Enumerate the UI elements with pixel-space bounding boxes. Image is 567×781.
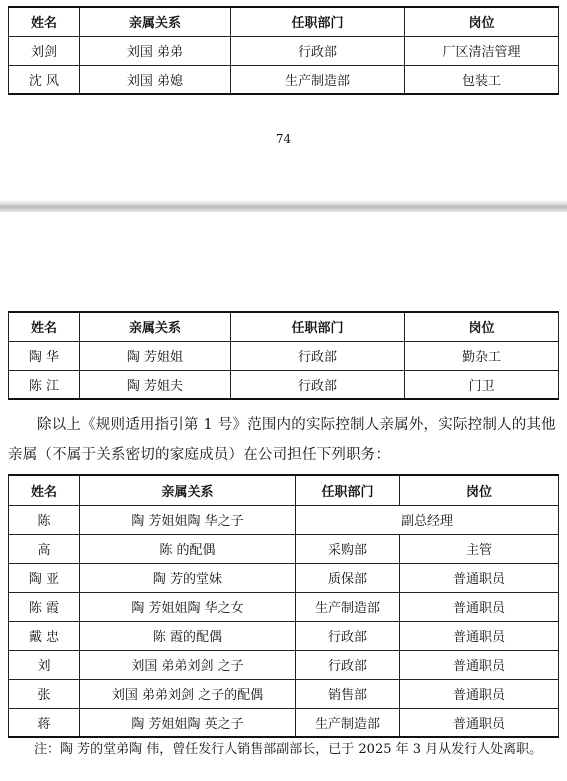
cell-position: 普通职员 <box>400 679 559 708</box>
table-row <box>9 534 559 563</box>
cell-department: 生产制造部 <box>296 708 400 737</box>
cell-position: 门卫 <box>405 370 559 399</box>
cell-department: 质保部 <box>296 563 400 592</box>
relatives-table-3 <box>8 474 559 738</box>
cell-position: 普通职员 <box>400 563 559 592</box>
cell-department: 行政部 <box>296 621 400 650</box>
cell-name: 张 <box>9 679 80 708</box>
cell-relation: 陶 芳姐姐 <box>80 341 231 370</box>
cell-name: 戴 忠 <box>9 621 80 650</box>
body-paragraph: 除以上《规则适用指引第 1 号》范围内的实际控制人亲属外，实际控制人的其他亲属（不属于关系密切的家庭成员）在公司担任下列职务： <box>8 417 556 463</box>
cell-department: 行政部 <box>231 341 405 370</box>
table-row <box>9 592 559 621</box>
cell-department: 行政部 <box>231 36 405 65</box>
header-position: 岗位 <box>405 312 559 341</box>
cell-name: 蒋 <box>9 708 80 737</box>
header-relation: 亲属关系 <box>80 312 231 341</box>
cell-name: 高 <box>9 534 80 563</box>
table-row <box>9 650 559 679</box>
cell-department: 销售部 <box>296 679 400 708</box>
header-department: 任职部门 <box>231 7 405 36</box>
table-row <box>9 341 559 370</box>
header-name: 姓名 <box>9 312 80 341</box>
cell-name: 沈 风 <box>9 65 80 94</box>
cell-department: 采购部 <box>296 534 400 563</box>
cell-name: 陈 江 <box>9 370 80 399</box>
cell-relation: 刘国 弟媳 <box>80 65 231 94</box>
relatives-table-1 <box>8 6 559 95</box>
cell-relation: 陶 芳姐姐陶 华之子 <box>80 505 296 534</box>
cell-position: 厂区清洁管理 <box>405 36 559 65</box>
header-department: 任职部门 <box>296 475 400 505</box>
cell-position: 普通职员 <box>400 621 559 650</box>
table-row <box>9 36 559 65</box>
cell-relation: 陶 芳姐夫 <box>80 370 231 399</box>
cell-position: 包装工 <box>405 65 559 94</box>
header-department: 任职部门 <box>231 312 405 341</box>
cell-name: 陈 <box>9 505 80 534</box>
cell-name: 陶 华 <box>9 341 80 370</box>
cell-relation: 陈 霞的配偶 <box>80 621 296 650</box>
cell-department: 生产制造部 <box>231 65 405 94</box>
header-position: 岗位 <box>405 7 559 36</box>
cell-name: 刘剑 <box>9 36 80 65</box>
table-row <box>9 563 559 592</box>
header-position: 岗位 <box>400 475 559 505</box>
cell-relation: 刘国 弟弟刘剑 之子的配偶 <box>80 679 296 708</box>
cell-department: 行政部 <box>231 370 405 399</box>
cell-position: 主管 <box>400 534 559 563</box>
header-name: 姓名 <box>9 475 80 505</box>
cell-position: 普通职员 <box>400 650 559 679</box>
cell-position: 勤杂工 <box>405 341 559 370</box>
cell-department: 行政部 <box>296 650 400 679</box>
table-row <box>9 679 559 708</box>
table-row <box>9 65 559 94</box>
page-separator <box>0 200 567 212</box>
cell-name: 刘 <box>9 650 80 679</box>
header-relation: 亲属关系 <box>80 7 231 36</box>
cell-name: 陶 亚 <box>9 563 80 592</box>
cell-relation: 刘国 弟弟刘剑 之子 <box>80 650 296 679</box>
cell-position-merged: 副总经理 <box>296 505 559 534</box>
cell-relation: 刘国 弟弟 <box>80 36 231 65</box>
cell-relation: 陈 的配偶 <box>80 534 296 563</box>
page-number: 74 <box>275 132 292 146</box>
table-row <box>9 370 559 399</box>
header-name: 姓名 <box>9 7 80 36</box>
header-relation: 亲属关系 <box>80 475 296 505</box>
table-row <box>9 621 559 650</box>
cell-name: 陈 霞 <box>9 592 80 621</box>
cell-department: 生产制造部 <box>296 592 400 621</box>
cell-relation: 陶 芳姐姐陶 华之女 <box>80 592 296 621</box>
relatives-table-2 <box>8 311 559 400</box>
table-row <box>9 505 559 534</box>
footnote: 注：陶 芳的堂弟陶 伟，曾任发行人销售部副部长，已于 2025 年 3 月从发行人处离职。 <box>34 742 543 757</box>
cell-position: 普通职员 <box>400 708 559 737</box>
cell-relation: 陶 芳姐姐陶 英之子 <box>80 708 296 737</box>
cell-relation: 陶 芳的堂妹 <box>80 563 296 592</box>
table-row <box>9 708 559 737</box>
cell-position: 普通职员 <box>400 592 559 621</box>
